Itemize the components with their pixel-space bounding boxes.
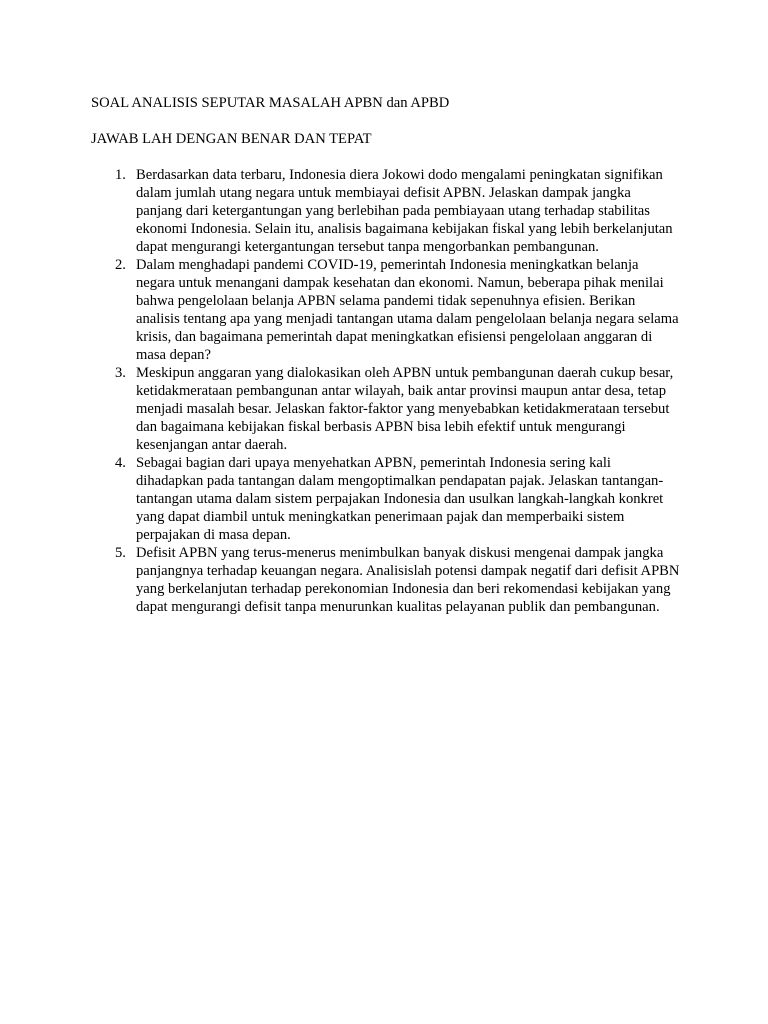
- question-item-3: [91, 364, 680, 454]
- question-number: 4.: [115, 455, 126, 471]
- question-number: 5.: [115, 545, 126, 561]
- question-item-1: [91, 166, 680, 256]
- question-text: Defisit APBN yang terus-menerus menimbulkan banyak diskusi mengenai dampak jangka panjangnya terhadap keuangan negara. Analisislah potensi dampak negatif dari defisit APBN yang berkelanjutan terhadap perekonomian Indonesia dan beri rekomendasi kebijakan yang dapat mengurangi defisit tanpa menurunkan kualitas pelayanan publik dan pembangunan.: [136, 545, 680, 615]
- document-instruction: JAWAB LAH DENGAN BENAR DAN TEPAT: [91, 131, 372, 147]
- question-number: 2.: [115, 257, 126, 273]
- question-text: Dalam menghadapi pandemi COVID-19, pemerintah Indonesia meningkatkan belanja negara untuk menangani dampak kesehatan dan ekonomi. Namun, beberapa pihak menilai bahwa pengelolaan belanja APBN selama pandemi tidak sepenuhnya efisien. Berikan analisis tentang apa yang menjadi tantangan utama dalam pengelolaan belanja negara selama krisis, dan bagaimana pemerintah dapat meningkatkan efisiensi pengelolaan anggaran di masa depan?: [136, 257, 679, 363]
- question-item-5: [91, 544, 680, 616]
- question-text: Meskipun anggaran yang dialokasikan oleh APBN untuk pembangunan daerah cukup besar, ketidakmerataan pembangunan antar wilayah, baik antar provinsi maupun antar desa, tetap menjadi masalah besar. Jelaskan faktor-faktor yang menyebabkan ketidakmerataan tersebut dan bagaimana kebijakan fiskal berbasis APBN bisa lebih efektif untuk mengurangi kesenjangan antar daerah.: [136, 365, 674, 453]
- question-item-4: [91, 454, 680, 544]
- question-number: 1.: [115, 167, 126, 183]
- question-item-2: [91, 256, 680, 364]
- question-number: 3.: [115, 365, 126, 381]
- question-text: Sebagai bagian dari upaya menyehatkan APBN, pemerintah Indonesia sering kali dihadapkan pada tantangan dalam mengoptimalkan pendapatan pajak. Jelaskan tantangan-tantangan utama dalam sistem perpajakan Indonesia dan usulkan langkah-langkah konkret yang dapat diambil untuk meningkatkan penerimaan pajak dan memperbaiki sistem perpajakan di masa depan.: [136, 455, 664, 543]
- document-title: SOAL ANALISIS SEPUTAR MASALAH APBN dan APBD: [91, 95, 450, 111]
- question-text: Berdasarkan data terbaru, Indonesia diera Jokowi dodo mengalami peningkatan signifikan dalam jumlah utang negara untuk membiayai defisit APBN. Jelaskan dampak jangka panjang dari ketergantungan yang berlebihan pada pembiayaan utang terhadap stabilitas ekonomi Indonesia. Selain itu, analisis bagaimana kebijakan fiskal yang lebih berkelanjutan dapat mengurangi ketergantungan tersebut tanpa mengorbankan pembangunan.: [136, 167, 673, 255]
- question-list: [91, 166, 680, 616]
